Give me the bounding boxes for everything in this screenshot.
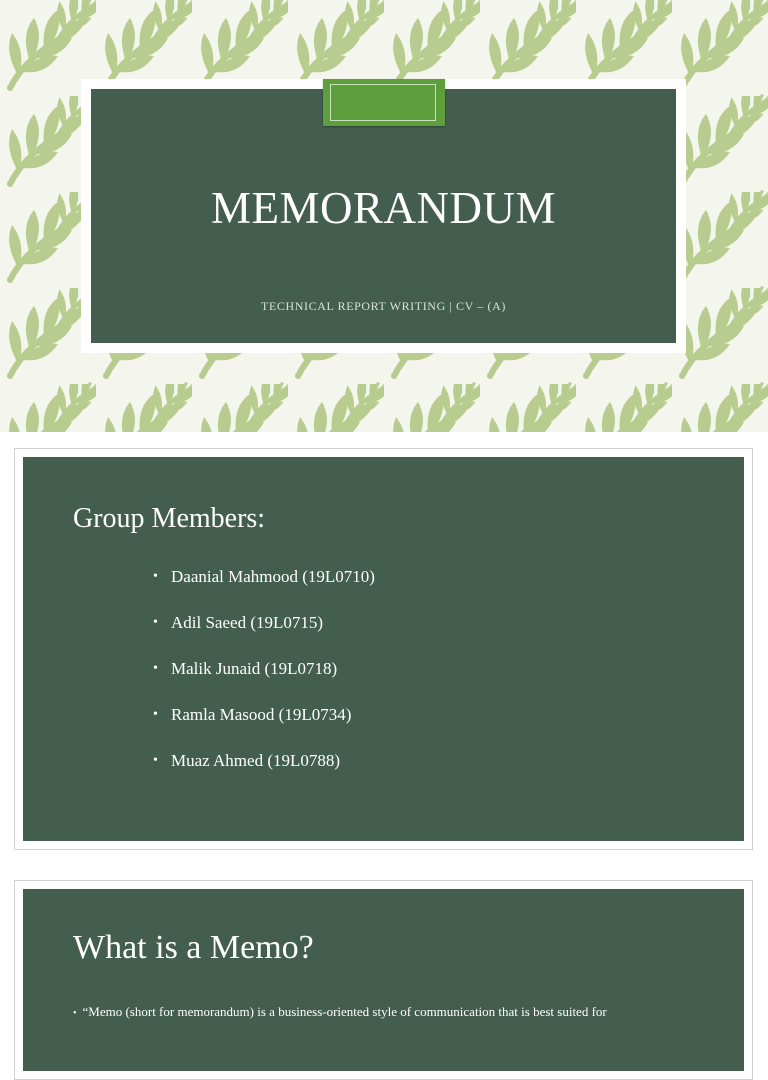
bullet-icon: • <box>153 615 158 630</box>
title-slide <box>0 0 768 432</box>
bullet-icon: • <box>73 1008 77 1019</box>
member-name: Adil Saeed (19L0715) <box>171 613 324 632</box>
slide-subtitle: TECHNICAL REPORT WRITING | CV – (A) <box>261 299 506 313</box>
member-list-item <box>153 751 375 797</box>
members-list <box>153 567 375 797</box>
bullet-icon: • <box>153 661 158 676</box>
member-name: Malik Junaid (19L0718) <box>171 659 338 678</box>
green-tab-inner-border <box>330 84 436 121</box>
member-list-item <box>153 567 375 613</box>
what-is-memo-slide <box>14 880 753 1080</box>
slide-panel <box>23 889 744 1071</box>
member-list-item <box>153 613 375 659</box>
group-members-slide <box>14 448 753 850</box>
slide-title: MEMORANDUM <box>210 183 557 233</box>
slide-panel <box>23 457 744 841</box>
member-name: Muaz Ahmed (19L0788) <box>171 751 341 770</box>
member-name: Ramla Masood (19L0734) <box>171 705 352 724</box>
slide-heading: What is a Memo? <box>73 929 314 966</box>
member-list-item <box>153 705 375 751</box>
bullet-icon: • <box>153 569 158 584</box>
memo-definition <box>73 1002 693 1023</box>
member-list-item <box>153 659 375 705</box>
memo-definition-text: “Memo (short for memorandum) is a business-oriented style of communication that is best suited for <box>82 1004 607 1019</box>
slide-heading: Group Members: <box>73 503 266 534</box>
bullet-icon: • <box>153 707 158 722</box>
member-name: Daanial Mahmood (19L0710) <box>171 567 375 586</box>
bullet-icon: • <box>153 753 158 768</box>
